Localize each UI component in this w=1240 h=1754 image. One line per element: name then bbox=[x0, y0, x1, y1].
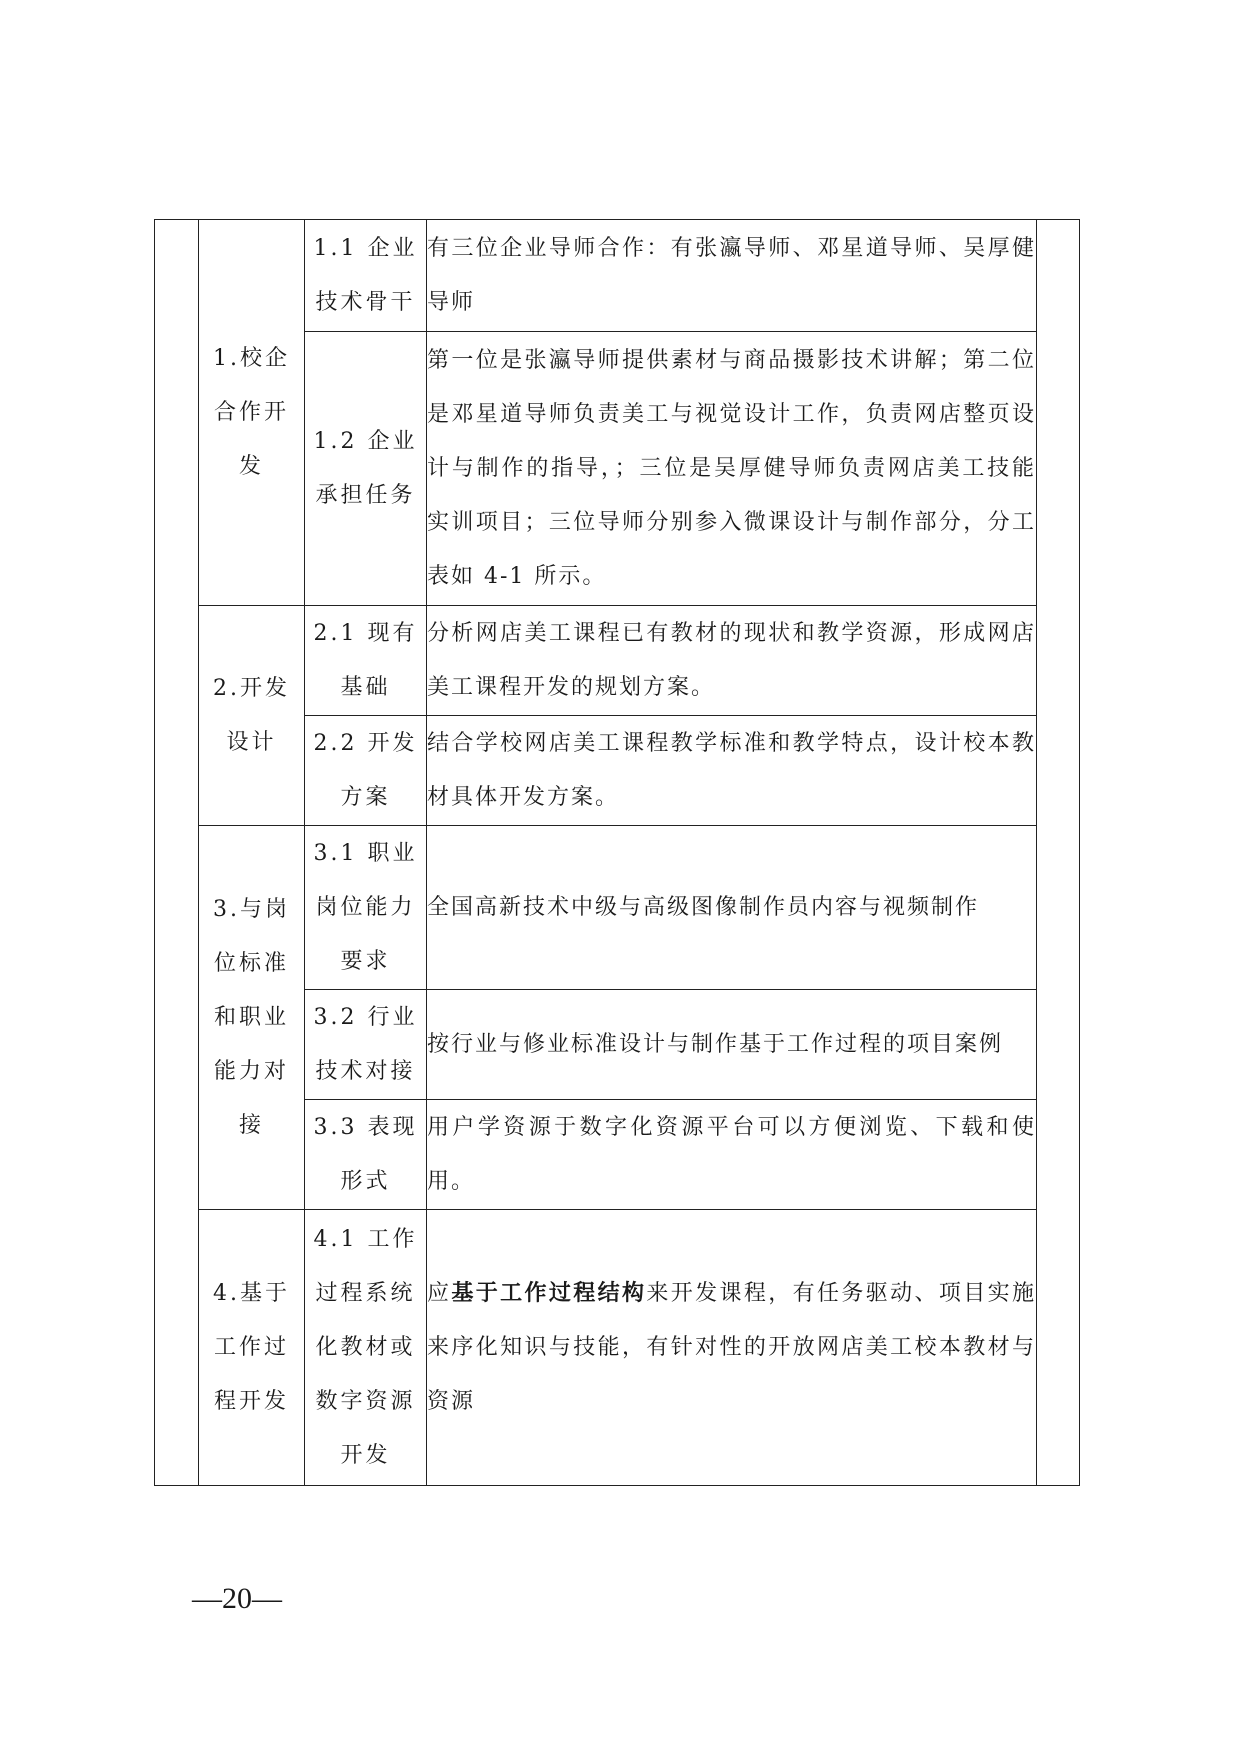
item-content-cell: 全国高新技术中级与高级图像制作员内容与视频制作 bbox=[427, 826, 1037, 990]
item-content-cell: 分析网店美工课程已有教材的现状和教学资源，形成网店美工课程开发的规划方案。 bbox=[427, 606, 1037, 716]
item-content-cell bbox=[427, 1210, 1037, 1486]
group-cell: 4.基于 工作过 程开发 bbox=[199, 1210, 305, 1486]
item-label-cell: 1.1 企业 技术骨干 bbox=[305, 220, 427, 332]
item-content-cell: 第一位是张瀛导师提供素材与商品摄影技术讲解；第二位是邓星道导师负责美工与视觉设计工作，负责网店整页设计与制作的指导，；三位是吴厚健导师负责网店美工技能实训项目；三位导师分别参入微课设计与制作部分，分工表如 4-1 所示。 bbox=[427, 332, 1037, 606]
item-label-cell: 2.1 现有 基础 bbox=[305, 606, 427, 716]
group-cell: 2.开发 设计 bbox=[199, 606, 305, 826]
item-label-cell: 3.2 行业 技术对接 bbox=[305, 990, 427, 1100]
group-cell: 3.与岗 位标准 和职业 能力对 接 bbox=[199, 826, 305, 1210]
group-cell: 1.校企 合作开 发 bbox=[199, 220, 305, 606]
table-row bbox=[199, 1210, 1037, 1486]
item-content-cell: 结合学校网店美工课程教学标准和教学特点，设计校本教材具体开发方案。 bbox=[427, 716, 1037, 826]
item-content-cell: 按行业与修业标准设计与制作基于工作过程的项目案例 bbox=[427, 990, 1037, 1100]
table-row bbox=[199, 220, 1037, 332]
table-row bbox=[199, 990, 1037, 1100]
table-row bbox=[199, 1100, 1037, 1210]
item-content-cell: 用户学资源于数字化资源平台可以方便浏览、下载和使用。 bbox=[427, 1100, 1037, 1210]
page-number: —20— bbox=[192, 1582, 282, 1615]
table-row bbox=[199, 606, 1037, 716]
table-row bbox=[199, 332, 1037, 606]
table-row bbox=[199, 716, 1037, 826]
item-content-cell: 有三位企业导师合作：有张瀛导师、邓星道导师、吴厚健导师 bbox=[427, 220, 1037, 332]
course-development-table bbox=[198, 219, 1037, 1486]
content-text: 应 bbox=[427, 1281, 452, 1306]
content-bold-text: 基于工作过程结构 bbox=[451, 1280, 647, 1306]
item-label-cell: 1.2 企业 承担任务 bbox=[305, 332, 427, 606]
item-label-cell: 2.2 开发 方案 bbox=[305, 716, 427, 826]
item-label-cell: 3.1 职业 岗位能力 要求 bbox=[305, 826, 427, 990]
table-row bbox=[199, 826, 1037, 990]
content-text: 来开发课程，有任务驱动、项目实施来序化知识与技能，有针对性的开放网店美工校本教材与资源 bbox=[427, 1281, 1036, 1414]
item-label-cell: 4.1 工作 过程系统 化教材或 数字资源 开发 bbox=[305, 1210, 427, 1486]
item-label-cell: 3.3 表现 形式 bbox=[305, 1100, 427, 1210]
